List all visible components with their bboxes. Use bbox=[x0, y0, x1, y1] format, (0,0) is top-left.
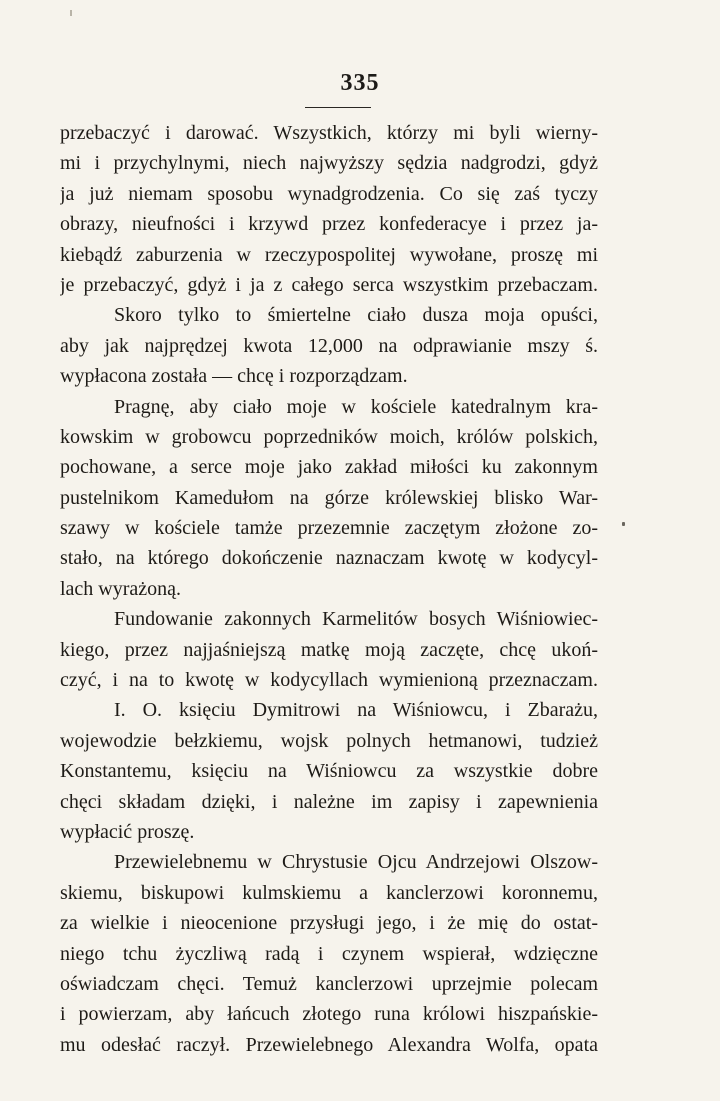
text-line: aby jak najprędzej kwota 12,000 na odprawianie mszy ś. bbox=[60, 334, 598, 357]
text-line: szawy w kościele tamże przezemnie zaczętym złożone zo- bbox=[60, 517, 598, 540]
page-number: 335 bbox=[340, 70, 380, 96]
text-line: skiemu, biskupowi kulmskiemu a kanclerzowi koronnemu, bbox=[60, 881, 598, 904]
paragraph-first-line: Fundowanie zakonnych Karmelitów bosych Wiśniowiec- bbox=[114, 608, 598, 631]
text-line: kiebądź zaburzenia w rzeczypospolitej wywołane, proszę mi bbox=[60, 243, 598, 266]
text-line: mu odesłać raczył. Przewielebnego Alexandra Wolfa, opata bbox=[60, 1033, 598, 1056]
text-line: Konstantemu, księciu na Wiśniowcu za wszystkie dobre bbox=[60, 760, 598, 783]
text-line: stało, na którego dokończenie naznaczam kwotę w kodycyl- bbox=[60, 547, 598, 570]
text-line: i powierzam, aby łańcuch złotego runa królowi hiszpańskie- bbox=[60, 1003, 598, 1026]
paragraph-first-line: Przewielebnemu w Chrystusie Ojcu Andrzejowi Olszow- bbox=[114, 851, 598, 874]
text-line: chęci składam dzięki, i należne im zapisy i zapewnienia bbox=[60, 790, 598, 813]
text-line: obrazy, nieufności i krzywd przez konfederacye i przez ja- bbox=[60, 213, 598, 236]
text-line: kiego, przez najjaśniejszą matkę moją zaczęte, chcę ukoń- bbox=[60, 638, 598, 661]
body-text bbox=[60, 118, 598, 1060]
scan-speck bbox=[70, 10, 72, 16]
paragraph-first-line: I. O. księciu Dymitrowi na Wiśniowcu, i Zbarażu, bbox=[114, 699, 598, 722]
paragraph-last-line: wypłacona została — chcę i rozporządzam. bbox=[60, 365, 408, 388]
text-line: pochowane, a serce moje jako zakład miłości ku zakonnym bbox=[60, 456, 598, 479]
paragraph-last-line: lach wyrażoną. bbox=[60, 577, 182, 600]
text-line: mi i przychylnymi, niech najwyższy sędzia nadgrodzi, gdyż bbox=[60, 152, 598, 175]
paragraph-last-line: wypłacić proszę. bbox=[60, 820, 195, 843]
text-line: przebaczyć i darować. Wszystkich, którzy mi byli wierny- bbox=[60, 122, 598, 144]
text-line: ja już niemam sposobu wynadgrodzenia. Co się zaś tyczy bbox=[60, 182, 598, 205]
text-line: czyć, i na to kwotę w kodycyllach wymienioną przeznaczam. bbox=[60, 669, 598, 692]
text-line: je przebaczyć, gdyż i ja z całego serca wszystkim przebaczam. bbox=[60, 273, 598, 296]
text-line: kowskim w grobowcu poprzedników moich, królów polskich, bbox=[60, 425, 598, 448]
text-line: oświadczam chęci. Temuż kanclerzowi uprzejmie polecam bbox=[60, 972, 598, 995]
text-line: pustelnikom Kamedułom na górze królewskiej blisko War- bbox=[60, 486, 598, 509]
scan-speck bbox=[622, 522, 625, 526]
page-number-rule bbox=[305, 107, 371, 108]
text-line: niego tchu życzliwą radą i czynem wspierał, wdzięczne bbox=[60, 942, 598, 965]
paragraph-first-line: Pragnę, aby ciało moje w kościele katedralnym kra- bbox=[114, 395, 598, 418]
text-line: wojewodzie bełzkiemu, wojsk polnych hetmanowi, tudzież bbox=[60, 729, 598, 752]
text-line: za wielkie i nieocenione przysługi jego, i że mię do ostat- bbox=[60, 912, 598, 935]
paragraph-first-line: Skoro tylko to śmiertelne ciało dusza moja opuści, bbox=[114, 304, 598, 327]
